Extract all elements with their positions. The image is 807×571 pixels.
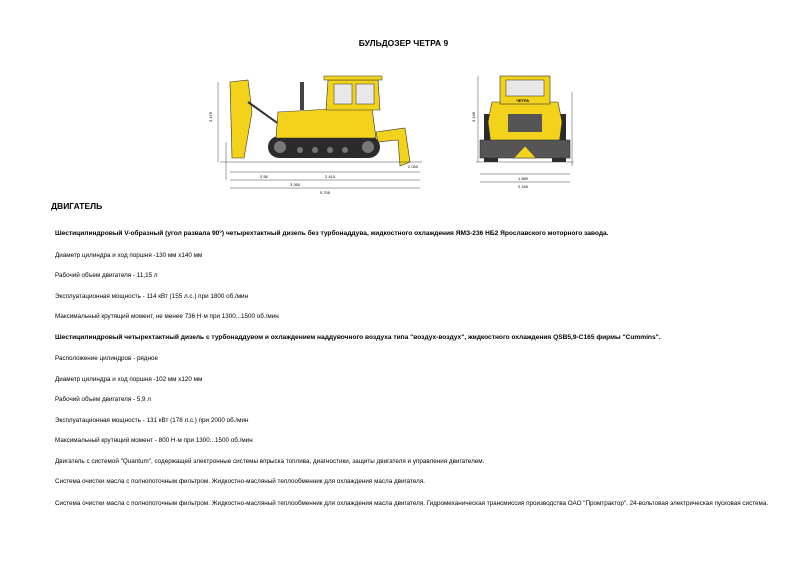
bulldozer-front-view (470, 62, 585, 205)
engine2-spec: Двигатель с системой "Quantum", содержащей электронные системы впрыска топлива, диагностики, защиты двигателя и управления двигателем. (55, 458, 485, 465)
side-dim-label: 2 56 (260, 174, 268, 179)
engine2-spec: Диаметр цилиндра и ход поршня -102 мм х120 мм (55, 376, 203, 383)
side-dim-label: 2 040 (408, 164, 419, 169)
engine1-spec: Максимальный крутящий момент, не менее 736 Н·м при 1300...1500 об./мин (55, 313, 279, 320)
engine2-spec: Максимальный крутящий момент - 800 Н·м при 1300...1500 об./мин (55, 437, 253, 444)
engine2-spec: Расположение цилиндров - рядное (55, 355, 158, 362)
side-dim-label: 3 260 (290, 182, 301, 187)
closing-paragraph: Система очистки масла с полнопоточным фильтром. Жидкостно-масляный теплообменник для охлаждения масла двигателя. Гидромеханическая трансмиссия производства ОАО "Промтрактор". 24-вольтовая электрическая пусковая система. (55, 500, 769, 507)
engine2-heading: Шестицилиндровый четырехтактный дизель с турбонаддувом и охлаждением наддувочного воздуха типа "воздух-воздух", жидкостного охлаждения QSB5,9-C165 фирмы "Cummins". (55, 334, 661, 341)
front-height-label: 3 146 (471, 111, 476, 122)
front-dim-label: 1 880 (518, 176, 529, 181)
engine2-spec: Система очистки масла с полнопоточным фильтром. Жидкостно-масляный теплообменник для охлаждения масла двигателя. (55, 478, 425, 485)
side-height-label: 3 476 (208, 111, 213, 122)
engine1-spec: Рабочий объем двигателя - 11,15 л (55, 272, 158, 279)
side-dim-label: 2 410 (325, 174, 336, 179)
cab-brand-label: ЧЕТРА (516, 98, 530, 103)
side-dim-label: 5 705 (320, 190, 331, 195)
engine2-spec: Рабочий объем двигателя - 5,9 л (55, 396, 151, 403)
engine1-spec: Диаметр цилиндра и ход поршня -130 мм х140 мм (55, 252, 203, 259)
bulldozer-side-view (200, 62, 430, 205)
engine1-heading: Шестицилиндровый V-образный (угол развала 90°) четырехтактный дизель без турбонаддува, жидкостного охлаждения ЯМЗ-236 НБ2 Ярославского моторного завода. (55, 230, 609, 237)
engine1-spec: Эксплуатационная мощность - 114 кВт (155 л.с.) при 1800 об./мин (55, 293, 249, 300)
section-title-engine: ДВИГАТЕЛЬ (51, 201, 103, 211)
engine2-spec: Эксплуатационная мощность - 131 кВт (178 л.с.) при 2000 об./мин (55, 417, 249, 424)
front-dim-label: 2 160 (518, 184, 529, 189)
page-title: БУЛЬДОЗЕР ЧЕТРА 9 (358, 38, 449, 48)
